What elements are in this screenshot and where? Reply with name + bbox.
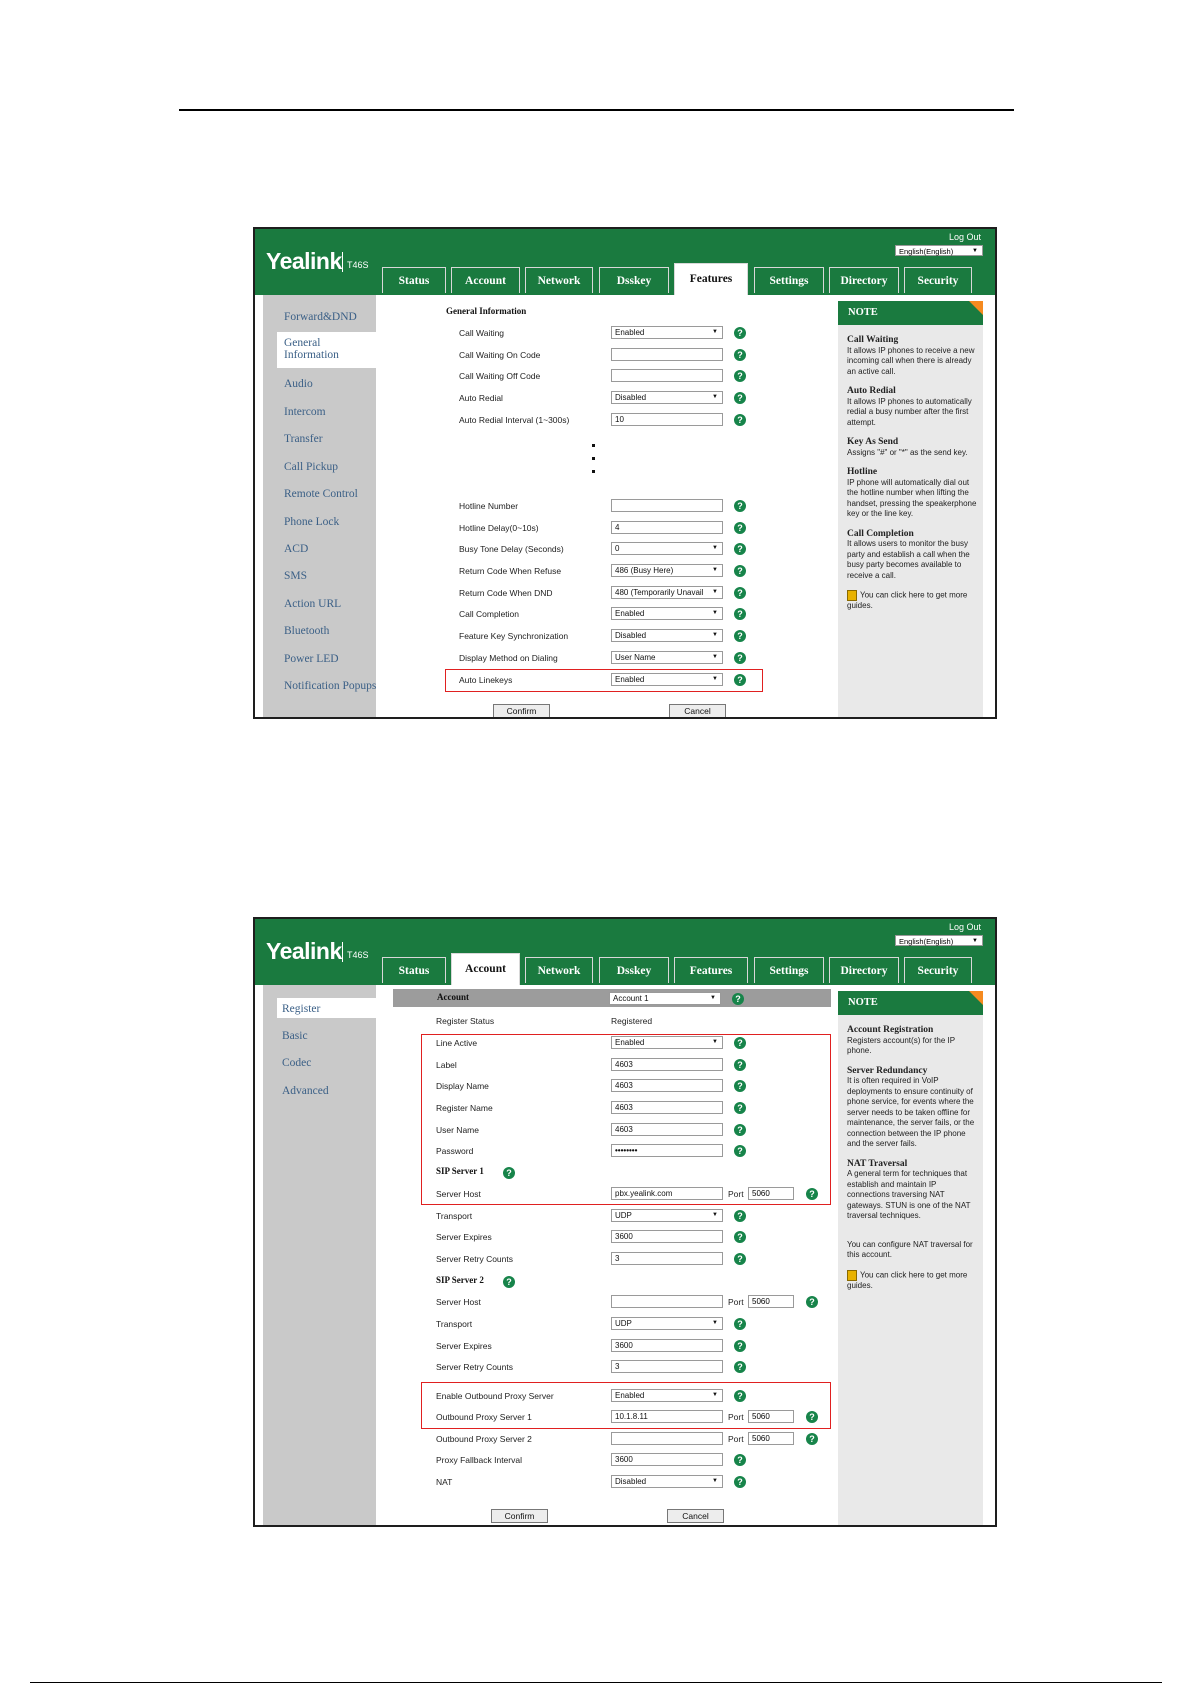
- auto-redial-interval-label: Auto Redial Interval (1~300s): [459, 415, 570, 425]
- auto-redial-select[interactable]: Disabled ▼: [611, 391, 723, 404]
- note-corner-icon: [969, 991, 983, 1005]
- return-code-dnd-label: Return Code When DND: [459, 588, 553, 598]
- busy-tone-delay-label: Busy Tone Delay (Seconds): [459, 544, 564, 554]
- hotline-number-label: Hotline Number: [459, 501, 519, 511]
- help-icon[interactable]: ?: [806, 1188, 818, 1200]
- proxy1-port-label: Port: [728, 1412, 744, 1422]
- chevron-down-icon: ▼: [710, 995, 716, 1001]
- guide-link[interactable]: You can click here to get more guides.: [847, 1270, 968, 1290]
- sidebar-item-acd[interactable]: ACD: [284, 543, 309, 555]
- proxy2-port-label: Port: [728, 1434, 744, 1444]
- help-icon[interactable]: ?: [503, 1167, 515, 1179]
- chevron-down-icon: ▼: [712, 1320, 718, 1326]
- auto-redial-interval-input[interactable]: 10: [611, 413, 723, 426]
- register-name-input[interactable]: 4603: [611, 1101, 723, 1114]
- help-icon[interactable]: ?: [734, 1102, 746, 1114]
- call-completion-select[interactable]: Enabled ▼: [611, 607, 723, 620]
- sip1-server-expires-input[interactable]: 3600: [611, 1230, 723, 1243]
- tab-account[interactable]: Account: [451, 267, 520, 293]
- chevron-down-icon: ▼: [712, 545, 718, 551]
- sidebar-item-forward-dnd[interactable]: Forward&DND: [284, 311, 357, 323]
- help-icon[interactable]: ?: [734, 1390, 746, 1402]
- language-select[interactable]: English(English) ▼: [895, 935, 983, 946]
- help-icon[interactable]: ?: [734, 543, 746, 555]
- logout-link[interactable]: Log Out: [948, 232, 981, 242]
- note-text: It allows IP phones to receive a new incoming call when there is already an active call.: [847, 345, 975, 376]
- display-method-dialing-label: Display Method on Dialing: [459, 653, 558, 663]
- chevron-down-icon: ▼: [712, 1392, 718, 1398]
- help-icon[interactable]: ?: [734, 1037, 746, 1049]
- chevron-down-icon: ▼: [712, 654, 718, 660]
- help-icon[interactable]: ?: [734, 370, 746, 382]
- nat-select[interactable]: Disabled ▼: [611, 1475, 723, 1488]
- sip2-server-expires-input[interactable]: 3600: [611, 1339, 723, 1352]
- auto-linekeys-select[interactable]: Enabled ▼: [611, 673, 723, 686]
- chevron-down-icon: ▼: [972, 938, 978, 944]
- sip1-server-expires-label: Server Expires: [436, 1232, 492, 1242]
- sip1-port-input[interactable]: 5060: [748, 1187, 794, 1200]
- chevron-down-icon: ▼: [712, 1212, 718, 1218]
- tab-features[interactable]: Features: [674, 957, 748, 983]
- help-icon[interactable]: ?: [734, 1145, 746, 1157]
- note-heading: Server Redundancy: [847, 1065, 928, 1076]
- auto-redial-label: Auto Redial: [459, 393, 503, 403]
- help-icon[interactable]: ?: [734, 327, 746, 339]
- display-name-label: Display Name: [436, 1081, 489, 1091]
- sidebar-item-notification-popups[interactable]: Notification Popups: [284, 680, 377, 692]
- yealink-logo: Yealink: [266, 938, 342, 964]
- help-icon[interactable]: ?: [734, 565, 746, 577]
- logout-link[interactable]: Log Out: [948, 922, 981, 932]
- user-name-input[interactable]: 4603: [611, 1123, 723, 1136]
- nat-label: NAT: [436, 1477, 453, 1487]
- tab-network[interactable]: Network: [525, 957, 593, 983]
- cancel-button[interactable]: Cancel: [667, 1509, 724, 1523]
- sidebar-item-audio[interactable]: Audio: [284, 378, 313, 390]
- sidebar-item-codec[interactable]: Codec: [282, 1057, 312, 1069]
- guide-book-icon: [847, 590, 857, 601]
- note-text: It allows users to monitor the busy party and establish a call when the busy party becomes available to receive a call.: [847, 539, 970, 580]
- help-icon[interactable]: ?: [806, 1411, 818, 1423]
- sip2-port-label: Port: [728, 1297, 744, 1307]
- call-waiting-on-code-input[interactable]: [611, 348, 723, 361]
- note-text: IP phone will automatically dial out the hotline number when lifting the handset, pressing the speakerphone key or the line key.: [847, 477, 977, 518]
- note-heading: Call Completion: [847, 528, 914, 539]
- sidebar-item-transfer[interactable]: Transfer: [284, 433, 323, 445]
- logo-divider: [342, 942, 343, 962]
- sidebar-item-remote-control[interactable]: Remote Control: [284, 488, 358, 500]
- note-panel: [838, 991, 983, 1525]
- chevron-down-icon: ▼: [712, 394, 718, 400]
- chevron-down-icon: ▼: [712, 1478, 718, 1484]
- call-waiting-select[interactable]: Enabled ▼: [611, 326, 723, 339]
- guide-link[interactable]: You can click here to get more guides.: [847, 590, 968, 611]
- note-title: NOTE: [838, 991, 983, 1015]
- proxy2-port-input[interactable]: 5060: [748, 1432, 794, 1445]
- header-bar: [255, 229, 995, 295]
- sip2-port-input[interactable]: 5060: [748, 1295, 794, 1308]
- chevron-down-icon: ▼: [712, 329, 718, 335]
- register-name-label: Register Name: [436, 1103, 493, 1113]
- sip1-server-host-label: Server Host: [436, 1189, 481, 1199]
- help-icon[interactable]: ?: [734, 1476, 746, 1488]
- sidebar-item-action-url[interactable]: Action URL: [284, 598, 342, 610]
- header-bar: [255, 919, 995, 985]
- tab-features[interactable]: Features: [674, 263, 748, 295]
- help-icon[interactable]: ?: [734, 587, 746, 599]
- outbound-proxy-2-input[interactable]: [611, 1432, 723, 1445]
- display-name-input[interactable]: 4603: [611, 1079, 723, 1092]
- chevron-down-icon: ▼: [972, 248, 978, 254]
- outbound-proxy-2-label: Outbound Proxy Server 2: [436, 1434, 532, 1444]
- help-icon[interactable]: ?: [734, 1361, 746, 1373]
- proxy-fallback-interval-input[interactable]: 3600: [611, 1453, 723, 1466]
- note-text: It allows IP phones to automatically redial a busy number after the first attempt.: [847, 396, 972, 427]
- chevron-down-icon: ▼: [712, 1039, 718, 1045]
- password-input[interactable]: ••••••••: [611, 1144, 723, 1157]
- help-icon[interactable]: ?: [734, 1124, 746, 1136]
- confirm-button[interactable]: Confirm: [493, 704, 550, 718]
- help-icon[interactable]: ?: [734, 1210, 746, 1222]
- call-waiting-on-code-label: Call Waiting On Code: [459, 350, 541, 360]
- note-heading: Call Waiting: [847, 335, 899, 345]
- model-label: T46S: [347, 260, 369, 270]
- register-status-value: Registered: [611, 1016, 653, 1026]
- note-body: [847, 1025, 977, 1300]
- chevron-down-icon: ▼: [712, 610, 718, 616]
- hotline-delay-input[interactable]: 4: [611, 521, 723, 534]
- help-icon[interactable]: ?: [734, 1253, 746, 1265]
- help-icon[interactable]: ?: [734, 349, 746, 361]
- note-heading: NAT Traversal: [847, 1158, 908, 1169]
- help-icon[interactable]: ?: [732, 993, 744, 1005]
- model-label: T46S: [347, 950, 369, 960]
- ellipsis-dots: [592, 444, 596, 483]
- cancel-button[interactable]: Cancel: [669, 704, 726, 718]
- tab-settings[interactable]: Settings: [754, 267, 824, 293]
- account-select[interactable]: Account 1 ▼: [609, 992, 721, 1005]
- enable-outbound-proxy-label: Enable Outbound Proxy Server: [436, 1391, 554, 1401]
- feature-key-sync-label: Feature Key Synchronization: [459, 631, 569, 641]
- tab-network[interactable]: Network: [525, 267, 593, 293]
- auto-linekeys-label: Auto Linekeys: [459, 675, 513, 685]
- chevron-down-icon: ▼: [712, 632, 718, 638]
- help-icon[interactable]: ?: [734, 414, 746, 426]
- call-completion-label: Call Completion: [459, 609, 519, 619]
- note-text: Registers account(s) for the IP phone.: [847, 1035, 955, 1055]
- hotline-number-input[interactable]: [611, 499, 723, 512]
- help-icon[interactable]: ?: [806, 1296, 818, 1308]
- note-heading: Key As Send: [847, 437, 899, 447]
- note-panel: [838, 301, 983, 717]
- chevron-down-icon: ▼: [712, 567, 718, 573]
- user-name-label: User Name: [436, 1125, 479, 1135]
- sidebar-item-general-information[interactable]: General Information: [284, 337, 339, 361]
- sip1-transport-label: Transport: [436, 1211, 473, 1221]
- sidebar-item-call-pickup[interactable]: Call Pickup: [284, 461, 338, 473]
- label-input[interactable]: 4603: [611, 1058, 723, 1071]
- help-icon[interactable]: ?: [734, 1231, 746, 1243]
- tab-dsskey[interactable]: Dsskey: [599, 267, 669, 293]
- tab-account[interactable]: Account: [451, 953, 520, 985]
- sip2-server-host-input[interactable]: [611, 1295, 723, 1308]
- line-active-label: Line Active: [436, 1038, 478, 1048]
- chevron-down-icon: ▼: [712, 676, 718, 682]
- tab-directory[interactable]: Directory: [829, 267, 899, 293]
- outbound-proxy-1-input[interactable]: 10.1.8.11: [611, 1410, 723, 1423]
- guide-book-icon: [847, 1270, 857, 1281]
- hotline-delay-label: Hotline Delay(0~10s): [459, 523, 539, 533]
- sidebar-item-phone-lock[interactable]: Phone Lock: [284, 516, 340, 528]
- note-corner-icon: [969, 301, 983, 315]
- sip1-retry-counts-input[interactable]: 3: [611, 1252, 723, 1265]
- page-bottom-rule: [30, 1682, 1162, 1683]
- tab-status[interactable]: Status: [382, 957, 446, 983]
- confirm-button[interactable]: Confirm: [491, 1509, 548, 1523]
- nat-hint: You can configure NAT traversal for this account.: [847, 1239, 973, 1259]
- help-icon[interactable]: ?: [503, 1276, 515, 1288]
- account-register-screenshot: [253, 917, 997, 1527]
- proxy1-port-input[interactable]: 5060: [748, 1410, 794, 1423]
- line-active-select[interactable]: Enabled ▼: [611, 1036, 723, 1049]
- sip-server-2-title: SIP Server 2: [436, 1275, 484, 1285]
- tab-settings[interactable]: Settings: [754, 957, 824, 983]
- help-icon[interactable]: ?: [734, 1454, 746, 1466]
- language-select[interactable]: English(English) ▼: [895, 245, 983, 256]
- password-label: Password: [436, 1146, 474, 1156]
- help-icon[interactable]: ?: [734, 392, 746, 404]
- sip-server-1-title: SIP Server 1: [436, 1166, 484, 1176]
- sidebar-item-bluetooth[interactable]: Bluetooth: [284, 625, 330, 637]
- sip2-retry-counts-input[interactable]: 3: [611, 1360, 723, 1373]
- page-top-rule: [179, 109, 1014, 111]
- help-icon[interactable]: ?: [734, 1059, 746, 1071]
- sip2-transport-label: Transport: [436, 1319, 473, 1329]
- return-code-dnd-select[interactable]: 480 (Temporarily Unavail ▼: [611, 586, 723, 599]
- enable-outbound-proxy-select[interactable]: Enabled ▼: [611, 1389, 723, 1402]
- tab-security[interactable]: Security: [904, 267, 972, 293]
- display-method-dialing-select[interactable]: User Name ▼: [611, 651, 723, 664]
- sidebar-item-intercom[interactable]: Intercom: [284, 406, 326, 418]
- sip1-server-host-input[interactable]: pbx.yealink.com: [611, 1187, 723, 1200]
- help-icon[interactable]: ?: [734, 500, 746, 512]
- sidebar: [263, 985, 376, 1525]
- tab-dsskey[interactable]: Dsskey: [599, 957, 669, 983]
- register-status-label: Register Status: [436, 1016, 495, 1026]
- logo-divider: [342, 252, 343, 272]
- help-icon[interactable]: ?: [806, 1433, 818, 1445]
- call-waiting-off-code-label: Call Waiting Off Code: [459, 371, 541, 381]
- note-heading: Hotline: [847, 467, 878, 477]
- sip2-transport-select[interactable]: UDP ▼: [611, 1317, 723, 1330]
- yealink-logo: Yealink: [266, 248, 342, 274]
- note-heading: Account Registration: [847, 1025, 934, 1035]
- feature-key-sync-select[interactable]: Disabled ▼: [611, 629, 723, 642]
- tab-security[interactable]: Security: [904, 957, 972, 983]
- help-icon[interactable]: ?: [734, 522, 746, 534]
- return-code-refuse-select[interactable]: 486 (Busy Here) ▼: [611, 564, 723, 577]
- help-icon[interactable]: ?: [734, 608, 746, 620]
- help-icon[interactable]: ?: [734, 1080, 746, 1092]
- help-icon[interactable]: ?: [734, 1318, 746, 1330]
- features-general-information-screenshot: [253, 227, 997, 719]
- section-title-general-information: General Information: [446, 306, 527, 316]
- note-text: Assigns "#" or "*" as the send key.: [847, 447, 968, 457]
- sip2-server-host-label: Server Host: [436, 1297, 481, 1307]
- note-heading: Auto Redial: [847, 386, 896, 396]
- label-label: Label: [436, 1060, 457, 1070]
- chevron-down-icon: ▼: [712, 589, 718, 595]
- account-label: Account: [437, 992, 469, 1002]
- note-title: NOTE: [838, 301, 983, 325]
- sip1-transport-select[interactable]: UDP ▼: [611, 1209, 723, 1222]
- busy-tone-delay-select[interactable]: 0 ▼: [611, 542, 723, 555]
- return-code-refuse-label: Return Code When Refuse: [459, 566, 562, 576]
- tab-directory[interactable]: Directory: [829, 957, 899, 983]
- sidebar-item-basic[interactable]: Basic: [282, 1030, 308, 1042]
- proxy-fallback-interval-label: Proxy Fallback Interval: [436, 1455, 522, 1465]
- note-body: [847, 335, 977, 621]
- sidebar-item-advanced[interactable]: Advanced: [282, 1085, 329, 1097]
- help-icon[interactable]: ?: [734, 674, 746, 686]
- call-waiting-off-code-input[interactable]: [611, 369, 723, 382]
- help-icon[interactable]: ?: [734, 630, 746, 642]
- sip2-retry-counts-label: Server Retry Counts: [436, 1362, 513, 1372]
- sip2-server-expires-label: Server Expires: [436, 1341, 492, 1351]
- sidebar-item-sms[interactable]: SMS: [284, 570, 308, 582]
- sidebar-item-power-led[interactable]: Power LED: [284, 653, 339, 665]
- tab-status[interactable]: Status: [382, 267, 446, 293]
- call-waiting-label: Call Waiting: [459, 328, 505, 338]
- sip1-port-label: Port: [728, 1189, 744, 1199]
- sip1-retry-counts-label: Server Retry Counts: [436, 1254, 513, 1264]
- note-text: A general term for techniques that establish and maintain IP connections traversing NAT gateways. STUN is one of the NAT traversal techniques.: [847, 1169, 971, 1220]
- outbound-proxy-1-label: Outbound Proxy Server 1: [436, 1412, 532, 1422]
- help-icon[interactable]: ?: [734, 652, 746, 664]
- sidebar-item-register[interactable]: Register: [282, 1003, 321, 1015]
- help-icon[interactable]: ?: [734, 1340, 746, 1352]
- note-text: It is often required in VoIP deployments to ensure continuity of phone service, for events where the server needs to be taken offline for maintenance, the server fails, or the connection between the IP phone and the server fails.: [847, 1076, 975, 1148]
